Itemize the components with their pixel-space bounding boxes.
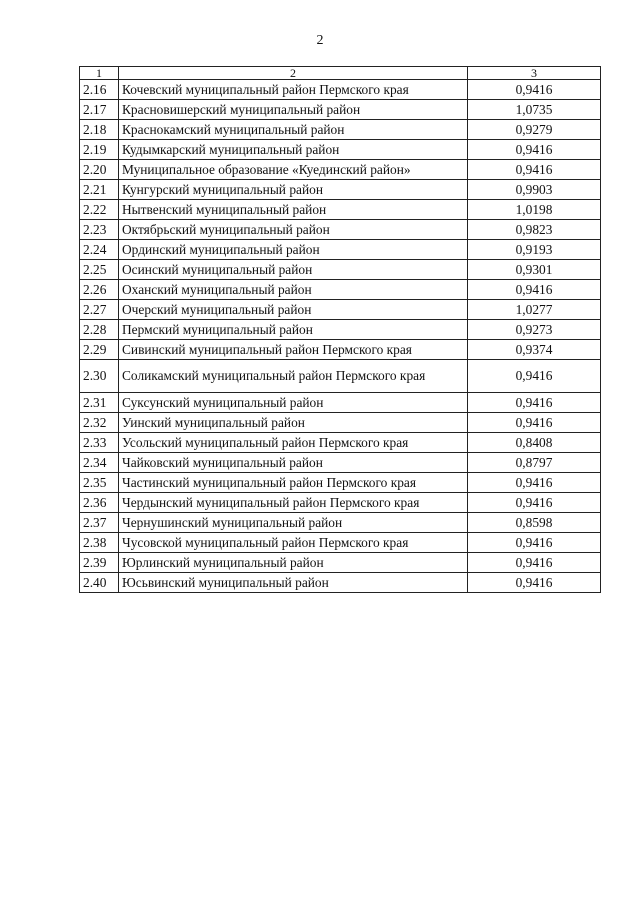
- row-number-cell: 2.33: [80, 433, 119, 453]
- row-number-cell: 2.35: [80, 473, 119, 493]
- municipality-name-cell: Кудымкарский муниципальный район: [119, 140, 468, 160]
- municipality-name-cell: Чайковский муниципальный район: [119, 453, 468, 473]
- table-row: [80, 220, 601, 240]
- row-number-cell: 2.25: [80, 260, 119, 280]
- municipality-name-cell: Ординский муниципальный район: [119, 240, 468, 260]
- table-row: [80, 433, 601, 453]
- coefficient-value-cell: 0,9416: [468, 160, 601, 180]
- header-cell-1: 1: [80, 67, 119, 80]
- municipality-name-cell: Частинский муниципальный район Пермского края: [119, 473, 468, 493]
- table-row: [80, 360, 601, 393]
- row-number-cell: 2.31: [80, 393, 119, 413]
- row-number-cell: 2.39: [80, 553, 119, 573]
- coefficient-value-cell: 1,0735: [468, 100, 601, 120]
- table-row: [80, 553, 601, 573]
- header-cell-3: 3: [468, 67, 601, 80]
- municipality-name-cell: Муниципальное образование «Куединский район»: [119, 160, 468, 180]
- table-row: [80, 140, 601, 160]
- municipality-name-cell: Соликамский муниципальный район Пермского края: [119, 360, 468, 393]
- table-row: [80, 340, 601, 360]
- row-number-cell: 2.36: [80, 493, 119, 513]
- coefficient-value-cell: 0,9823: [468, 220, 601, 240]
- table-row: [80, 573, 601, 593]
- table-row: [80, 120, 601, 140]
- coefficient-value-cell: 0,9416: [468, 413, 601, 433]
- table-row: [80, 413, 601, 433]
- municipality-name-cell: Юсьвинский муниципальный район: [119, 573, 468, 593]
- coefficient-value-cell: 0,9416: [468, 140, 601, 160]
- coefficient-value-cell: 0,9416: [468, 360, 601, 393]
- coefficient-value-cell: 0,8408: [468, 433, 601, 453]
- table-row: [80, 180, 601, 200]
- row-number-cell: 2.16: [80, 80, 119, 100]
- row-number-cell: 2.21: [80, 180, 119, 200]
- table-row: [80, 280, 601, 300]
- municipality-name-cell: Кунгурский муниципальный район: [119, 180, 468, 200]
- coefficient-value-cell: 0,9273: [468, 320, 601, 340]
- coefficient-value-cell: 0,9416: [468, 473, 601, 493]
- row-number-cell: 2.19: [80, 140, 119, 160]
- coefficient-value-cell: 0,9416: [468, 80, 601, 100]
- coefficient-value-cell: 0,9193: [468, 240, 601, 260]
- coefficient-value-cell: 0,9416: [468, 393, 601, 413]
- row-number-cell: 2.34: [80, 453, 119, 473]
- coefficient-value-cell: 0,9903: [468, 180, 601, 200]
- municipality-name-cell: Кочевский муниципальный район Пермского края: [119, 80, 468, 100]
- row-number-cell: 2.37: [80, 513, 119, 533]
- table-row: [80, 300, 601, 320]
- header-cell-2: 2: [119, 67, 468, 80]
- coefficient-value-cell: 0,9416: [468, 280, 601, 300]
- municipality-name-cell: Очерский муниципальный район: [119, 300, 468, 320]
- page-number: 2: [316, 33, 324, 48]
- municipality-name-cell: Пермский муниципальный район: [119, 320, 468, 340]
- coefficient-value-cell: 0,9374: [468, 340, 601, 360]
- coefficient-value-cell: 1,0198: [468, 200, 601, 220]
- municipality-name-cell: Нытвенский муниципальный район: [119, 200, 468, 220]
- municipality-name-cell: Осинский муниципальный район: [119, 260, 468, 280]
- municipality-name-cell: Октябрьский муниципальный район: [119, 220, 468, 240]
- row-number-cell: 2.28: [80, 320, 119, 340]
- row-number-cell: 2.26: [80, 280, 119, 300]
- table-row: [80, 240, 601, 260]
- table-row: [80, 513, 601, 533]
- row-number-cell: 2.18: [80, 120, 119, 140]
- table-row: [80, 473, 601, 493]
- row-number-cell: 2.29: [80, 340, 119, 360]
- table-row: [80, 100, 601, 120]
- row-number-cell: 2.30: [80, 360, 119, 393]
- table-row: [80, 80, 601, 100]
- row-number-cell: 2.22: [80, 200, 119, 220]
- coefficient-value-cell: 0,9416: [468, 553, 601, 573]
- coefficient-value-cell: 0,9416: [468, 573, 601, 593]
- table-row: [80, 493, 601, 513]
- row-number-cell: 2.23: [80, 220, 119, 240]
- coefficient-value-cell: 0,9416: [468, 493, 601, 513]
- coefficient-value-cell: 1,0277: [468, 300, 601, 320]
- municipality-name-cell: Оханский муниципальный район: [119, 280, 468, 300]
- municipality-name-cell: Чусовской муниципальный район Пермского края: [119, 533, 468, 553]
- coefficient-value-cell: 0,9416: [468, 533, 601, 553]
- header-row: [80, 67, 601, 80]
- row-number-cell: 2.38: [80, 533, 119, 553]
- coefficient-value-cell: 0,8598: [468, 513, 601, 533]
- row-number-cell: 2.17: [80, 100, 119, 120]
- table-row: [80, 260, 601, 280]
- coefficients-table: [79, 66, 601, 593]
- row-number-cell: 2.24: [80, 240, 119, 260]
- table-body: [80, 67, 601, 593]
- coefficient-value-cell: 0,9279: [468, 120, 601, 140]
- row-number-cell: 2.20: [80, 160, 119, 180]
- table-row: [80, 320, 601, 340]
- coefficient-value-cell: 0,9301: [468, 260, 601, 280]
- coefficient-value-cell: 0,8797: [468, 453, 601, 473]
- table-row: [80, 393, 601, 413]
- municipality-name-cell: Сивинский муниципальный район Пермского края: [119, 340, 468, 360]
- municipality-name-cell: Усольский муниципальный район Пермского края: [119, 433, 468, 453]
- table-row: [80, 453, 601, 473]
- municipality-name-cell: Уинский муниципальный район: [119, 413, 468, 433]
- municipality-name-cell: Суксунский муниципальный район: [119, 393, 468, 413]
- table-row: [80, 200, 601, 220]
- municipality-name-cell: Краснокамский муниципальный район: [119, 120, 468, 140]
- row-number-cell: 2.40: [80, 573, 119, 593]
- row-number-cell: 2.27: [80, 300, 119, 320]
- row-number-cell: 2.32: [80, 413, 119, 433]
- municipality-name-cell: Юрлинский муниципальный район: [119, 553, 468, 573]
- municipality-name-cell: Чернушинский муниципальный район: [119, 513, 468, 533]
- table-row: [80, 533, 601, 553]
- municipality-name-cell: Чердынский муниципальный район Пермского края: [119, 493, 468, 513]
- municipality-name-cell: Красновишерский муниципальный район: [119, 100, 468, 120]
- table-row: [80, 160, 601, 180]
